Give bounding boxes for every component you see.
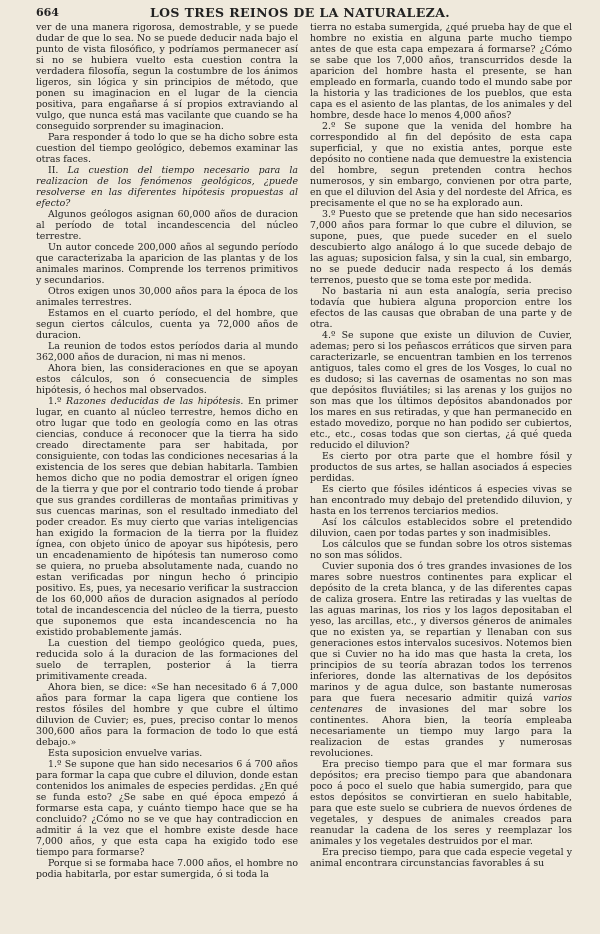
- paragraph-text: Los cálculos que se fundan sobre los otros sistemas no son mas sólidos.: [310, 539, 572, 561]
- paragraph-text: Es cierto que fósiles idénticos á especies vivas se han encontrado muy debajo del pretendido diluvion, y hasta en los terrenos terciarios medios.: [310, 484, 572, 517]
- paragraph: [36, 165, 298, 209]
- page-number: 664: [36, 6, 59, 19]
- paragraph: [36, 22, 298, 132]
- paragraph: [310, 847, 572, 869]
- paragraph: [310, 759, 572, 847]
- paragraph: [310, 451, 572, 484]
- paragraph: [36, 286, 298, 308]
- paragraph-text: tierra no estaba sumergida, ¿qué prueba hay de que el hombre no existia en alguna parte mucho tiempo antes de que esta capa empezara á formarse? ¿Cómo se sabe que los 7,000 años, transcurridos desde la aparicion del hombre hasta el presente, se han empleado en formarla, cuando todo el mundo sabe por la historia y las tradiciones de los pueblos, que esta capa es el asiento de las plantas, de los animales y del hombre, desde hace lo menos 4,000 años?: [310, 22, 572, 121]
- paragraph-text: Algunos geólogos asignan 60,000 años de duracion al período de total incandescencia del núcleo terrestre.: [36, 209, 298, 242]
- paragraph-text: Otros exigen unos 30,000 años para la época de los animales terrestres.: [36, 286, 298, 308]
- paragraph-text: 4.º Se supone que existe un diluvion de Cuvier, ademas; pero si los peñascos erráticos que sirven para caracterizarle, se encuentran tambien en los terrenos antiguos, tales como el gres de los Vosges, lo cual no es dudoso; si las cavernas de osamentas no son mas que depósitos fluviátiles; si las arenas y los guijos no son mas que los últimos depósitos abandonados por los mares en sus retiradas, y que han permanecido en estado movedizo, porque no han podido ser cubiertos, etc., etc., cosas todas que son ciertas, ¿á qué queda reducido el diluvion?: [310, 330, 572, 451]
- paragraph-text: Así los cálculos establecidos sobre el pretendido diluvion, caen por todas partes y son inadmisibles.: [310, 517, 572, 539]
- paragraph-text: Estamos en el cuarto período, el del hombre, que segun ciertos cálculos, cuenta ya 72,000 años de duracion.: [36, 308, 298, 341]
- paragraph-text: 1.º Se supone que han sido necesarios 6 á 700 años para formar la capa que cubre el diluvion, donde estan contenidos los animales de especies perdidas. ¿En qué se funda esto? ¿Se sabe en qué época empezó á formarse esta capa, y cuánto tiempo hace que se ha concluido? ¿Cómo no se ve que hay contradiccion en admitir á la vez que el hombre existe desde hace 7,000 años, y que esta capa ha exigido todo ese tiempo para formarse?: [36, 759, 298, 858]
- paragraph: [36, 638, 298, 682]
- paragraph: [36, 858, 298, 880]
- paragraph: [36, 132, 298, 165]
- paragraph: [310, 286, 572, 330]
- paragraph-text: 3.º Puesto que se pretende que han sido necesarios 7,000 años para formar lo que cubre el diluvion, se supone, pues, que puede suceder en el suelo descubierto algo análogo á lo que sucede debajo de las aguas; suposicion falsa, y sin la cual, sin embargo, no se puede deducir nada respecto á los demás terrenos, puesto que se toma este por medida.: [310, 209, 572, 286]
- paragraph: [36, 308, 298, 341]
- paragraph: [310, 539, 572, 561]
- italic-phrase: varios centenares: [310, 693, 572, 715]
- paragraph: [310, 484, 572, 517]
- page-header: [36, 4, 564, 24]
- section-number: 1.º: [48, 396, 62, 407]
- italic-heading: La cuestion del tiempo necesario para la realizacion de los fenómenos geológicos, ¿puede resolverse en las diferentes hipótesis propuestas al efecto?: [36, 165, 298, 209]
- running-title: LOS TRES REINOS DE LA NATURALEZA.: [149, 5, 451, 20]
- paragraph-text: En primer lugar, en cuanto al núcleo terrestre, hemos dicho en otro lugar que todo en geología como en las otras ciencias, conduce á reconocer que la tierra ha sido creado directamente para ser habitada, por consiguiente, con todas las condiciones necesarias á la existencia de los seres que debian habitarla. Tambien hemos dicho que no podia demostrar el origen ígneo de la tierra y que por el contrario todo tiende á probar que sus grandes cordilleras de montañas primitivas y sus cuencas marinas, son el resultado inmediato del poder creador. Es muy cierto que varias inteligencias han exigido la formacion de la tierra por la fluidez ígnea, con objeto único de apoyar sus hipótesis, pero un encadenamiento de hipótesis tan numeroso como se quiera, no prueba absolutamente nada, cuando no estan verificadas por ningun hecho ó principio positivo. Es, pues, ya necesario verificar la sustraccion de los 60,000 años de duracion asignados al período total de incandescencia del núcleo de la tierra, puesto que suponemos que esta incandescencia no ha existido probablemente jamás.: [36, 396, 298, 638]
- paragraph: [36, 363, 298, 396]
- text-columns: [36, 22, 572, 926]
- paragraph: [310, 121, 572, 209]
- paragraph: [36, 341, 298, 363]
- right-column: [310, 22, 572, 926]
- paragraph: [310, 209, 572, 286]
- paragraph-text: 2.º Se supone que la venida del hombre ha correspondido al fin del depósito de esta capa superficial, y que no existia antes, porque este depósito no contiene nada que demuestre la existencia del hombre, segun pretenden contra hechos numerosos, y sin embargo, convienen por otra parte, en que el diluvion del Asia y del nordeste del Africa, es precisamente el que no se ha explorado aun.: [310, 121, 572, 209]
- paragraph: [310, 517, 572, 539]
- paragraph: [36, 682, 298, 748]
- paragraph-text: Un autor concede 200,000 años al segundo período que caracterizaba la aparicion de las plantas y de los animales marinos. Comprende los terrenos primitivos y secundarios.: [36, 242, 298, 286]
- paragraph: [36, 242, 298, 286]
- paragraph-text-tail: de invasiones del mar sobre los continentes. Ahora bien, la teoría empleaba necesariamente un tiempo muy largo para la realizacion de estas grandes y numerosas revoluciones.: [310, 704, 572, 759]
- paragraph-text: Para responder á todo lo que se ha dicho sobre esta cuestion del tiempo geológico, debemos examinar las otras faces.: [36, 132, 298, 165]
- section-number: II.: [48, 165, 59, 176]
- paragraph-text: Cuvier suponia dos ó tres grandes invasiones de los mares sobre nuestros continentes para explicar el depósito de la creta blanca, y de las diferentes capas de caliza grosera. Entre las retiradas y las vueltas de las aguas marinas, los rios y los lagos depositaban el yeso, las arcillas, etc., y diversos géneros de animales que no existen ya, se repartian y llenaban con sus generaciones estos intervalos sucesivos. Notemos bien que si Cuvier no ha ido mas que hasta la creta, los principios de su teoría abrazan todos los terrenos inferiores, donde las alternativas de los depósitos marinos y de agua dulce, son bastante numerosas para que fuera necesario admitir quizá: [310, 561, 572, 704]
- paragraph: [310, 330, 572, 451]
- paragraph-text: Era preciso tiempo, para que cada especie vegetal y animal encontrara circunstancias favorables á su: [310, 847, 572, 869]
- paragraph-text: Porque si se formaba hace 7.000 años, el hombre no podia habitarla, por estar sumergida, ó si toda la: [36, 858, 298, 880]
- italic-heading: Razones deducidas de las hipótesis.: [66, 396, 244, 407]
- paragraph: [36, 748, 298, 759]
- paragraph-text: Esta suposicion envuelve varias.: [48, 748, 203, 759]
- paragraph: [310, 561, 572, 759]
- paragraph: [36, 396, 298, 638]
- paragraph-text: Era preciso tiempo para que el mar formara sus depósitos; era preciso tiempo para que abandonara poco á poco el suelo que habia sumergido, para que estos depósitos se convirtieran en suelo habitable, para que este suelo se cubriera de nuevos órdenes de vegetales, y despues de animales creados para reanudar la cadena de los seres y reemplazar los animales y los vegetales destruidos por el mar.: [310, 759, 572, 847]
- paragraph: [36, 759, 298, 858]
- paragraph-text: Ahora bien, se dice: «Se han necesitado 6 á 7,000 años para formar la capa ligera que contiene los restos fósiles del hombre y que cubre el último diluvion de Cuvier; es, pues, preciso contar lo menos 300,600 años para la formacion de todo lo que está debajo.»: [36, 682, 298, 748]
- left-column: [36, 22, 298, 926]
- paragraph: [310, 22, 572, 121]
- paragraph-text: ver de una manera rigorosa, demostrable, y se puede dudar de que lo sea. No se puede deducir nada bajo el punto de vista filosófico, y podríamos permanecer así si no se hubiera vuelto esta cuestion contra la verdadera filosofía, segun la costumbre de los ánimos ligeros, sin lógica y sin principios de método, que ponen su imaginacion en el lugar de la ciencia positiva, para engañarse á sí propios extraviando al vulgo, que nunca está mas vacilante que cuando se ha conseguido sorprender su imaginacion.: [36, 22, 298, 132]
- paragraph-text: La cuestion del tiempo geológico queda, pues, reducida solo á la duracion de las formaciones del suelo de terraplen, posterior á la tierra primitivamente creada.: [36, 638, 298, 682]
- paragraph-text: La reunion de todos estos períodos daria al mundo 362,000 años de duracion, ni mas ni menos.: [36, 341, 298, 363]
- paragraph-text: Es cierto por otra parte que el hombre fósil y productos de sus artes, se hallan asociados á especies perdidas.: [310, 451, 572, 484]
- paragraph: [36, 209, 298, 242]
- paragraph-text: No bastaria ni aun esta analogía, seria preciso todavía que hubiera alguna proporcion entre los efectos de las causas que obraban de una parte y de otra.: [310, 286, 572, 330]
- paragraph-text: Ahora bien, las consideraciones en que se apoyan estos cálculos, son ó consecuencia de simples hipótesis, ó hechos mal observados.: [36, 363, 298, 396]
